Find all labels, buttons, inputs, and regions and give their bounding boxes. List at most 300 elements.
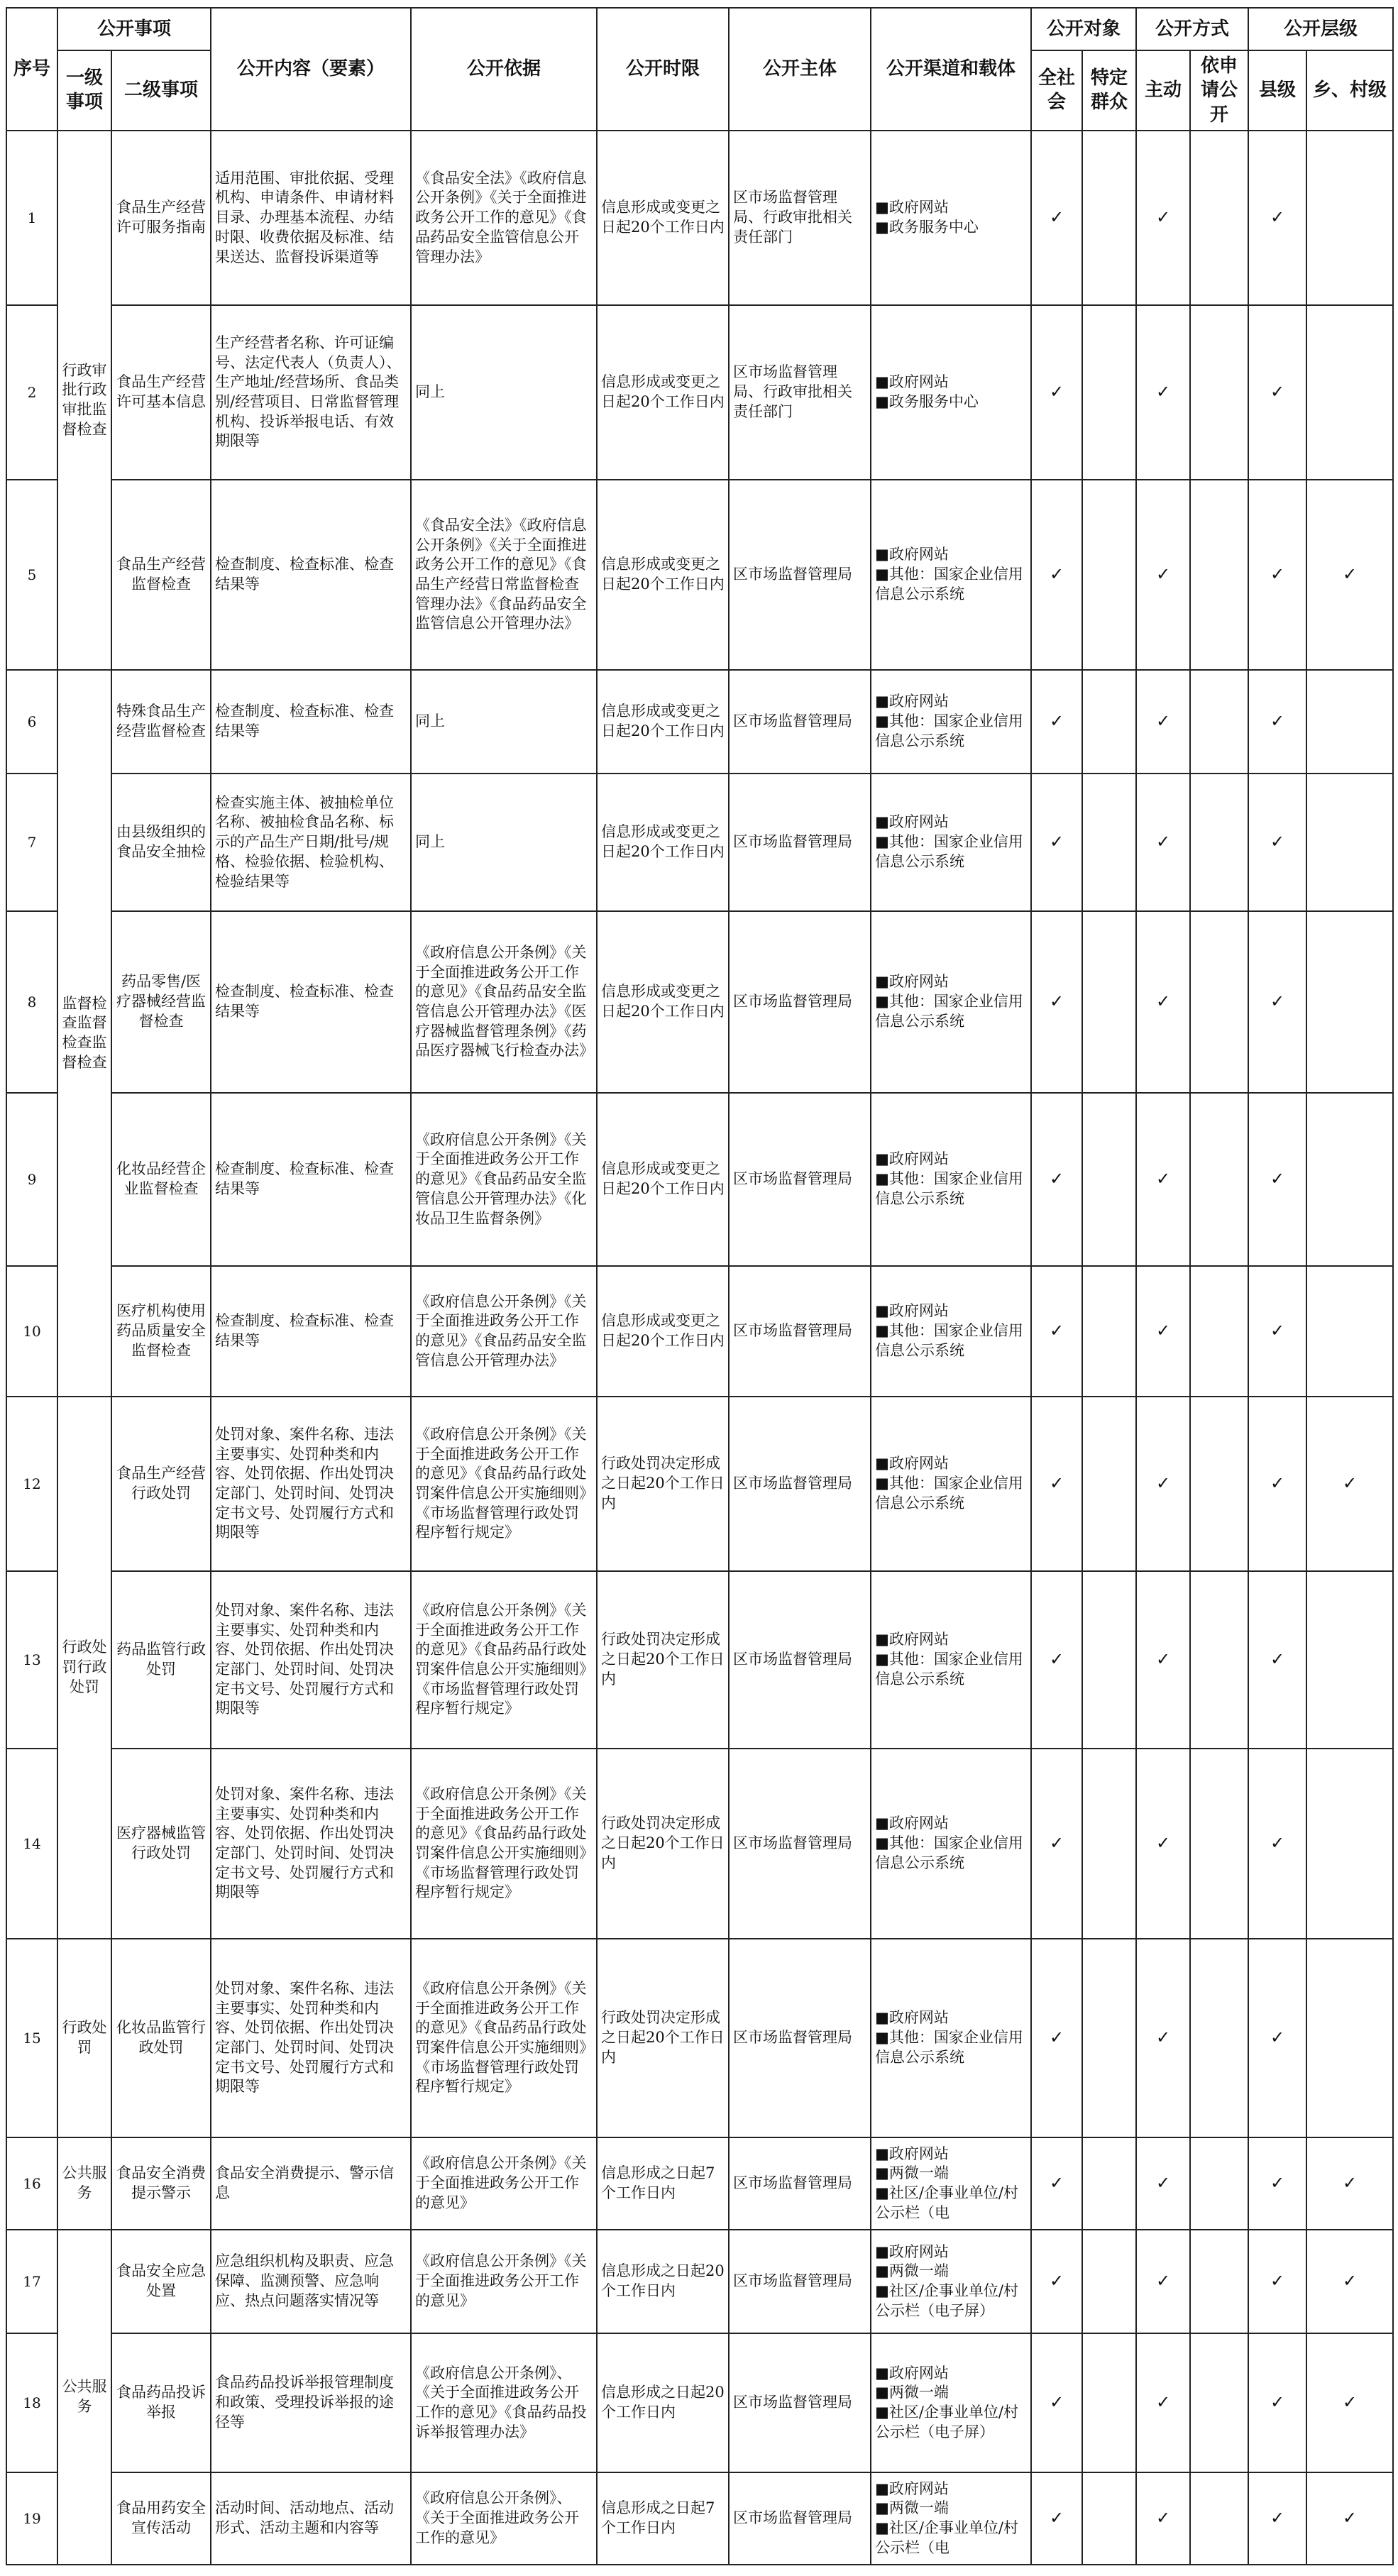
method-apply-cell [1190,480,1248,670]
check-mark-icon: ✓ [1155,1833,1171,1854]
time-limit: 信息形成或变更之日起20个工作日内 [597,480,729,670]
disclosure-basis: 《食品安全法》《政府信息公开条例》《关于全面推进政务公开工作的意见》《食品药品安全监管信息公开管理办法》 [411,131,597,305]
check-mark-icon: ✓ [1270,1833,1285,1854]
channel-list: ■政府网站 ■其他：国家企业信用信息公示系统 [875,1302,1023,1359]
tier-village-cell [1306,1749,1393,1939]
target-all-cell [1031,305,1082,480]
check-mark-icon: ✓ [1270,2271,1285,2291]
time-limit: 信息形成或变更之日起20个工作日内 [597,911,729,1093]
disclosure-basis: 《政府信息公开条例》、《关于全面推进政务公开工作的意见》《食品药品投诉举报管理办法》 [411,2333,597,2472]
level2-item: 食品生产经营行政处罚 [111,1397,211,1571]
target-group-cell [1082,131,1136,305]
method-apply-cell [1190,2230,1248,2333]
check-mark-icon: ✓ [1155,207,1171,228]
target-group-cell [1082,2137,1136,2230]
row-number: 8 [6,911,57,1093]
check-mark-icon: ✓ [1155,382,1171,402]
channel-list: ■政府网站 ■两微一端 ■社区/企事业单位/村公示栏（电子屏） [875,2242,1019,2319]
target-all-cell [1031,774,1082,911]
level2-item: 化妆品经营企业监督检查 [111,1093,211,1266]
disclosure-basis: 《政府信息公开条例》《关于全面推进政务公开工作的意见》《食品药品安全监管信息公开管理办法》《化妆品卫生监督条例》 [411,1093,597,1266]
target-all-cell [1031,1266,1082,1397]
channel-list: ■政府网站 ■政务服务中心 [875,199,979,236]
disclosure-channel [871,2230,1031,2333]
tier-village-cell [1306,774,1393,911]
header-matters: 公开事项 [57,8,211,50]
table-row [6,911,1393,1093]
tier-county-cell [1248,2333,1306,2472]
method-active-cell [1136,1939,1190,2137]
disclosure-subject: 区市场监督管理局、行政审批相关责任部门 [729,131,871,305]
row-number: 17 [6,2230,57,2333]
check-mark-icon: ✓ [1343,1473,1358,1494]
check-mark-icon: ✓ [1049,2027,1064,2048]
method-apply-cell [1190,670,1248,774]
disclosure-table [6,7,1394,2565]
header-tier-county: 县级 [1248,50,1306,131]
level1-item: 监督检查监督检查监督检查 [57,670,111,1397]
time-limit: 信息形成之日起7个工作日内 [597,2137,729,2230]
disclosure-basis: 同上 [411,670,597,774]
disclosure-subject: 区市场监督管理局、行政审批相关责任部门 [729,305,871,480]
check-mark-icon: ✓ [1270,2173,1285,2194]
check-mark-icon: ✓ [1343,2271,1358,2291]
disclosure-channel [871,1397,1031,1571]
header-channel: 公开渠道和载体 [871,8,1031,131]
check-mark-icon: ✓ [1343,564,1358,585]
method-apply-cell [1190,1749,1248,1939]
target-all-cell [1031,1571,1082,1749]
tier-county-cell [1248,1397,1306,1571]
disclosure-subject: 区市场监督管理局 [729,2472,871,2565]
method-active-cell [1136,1397,1190,1571]
check-mark-icon: ✓ [1270,1169,1285,1189]
row-number: 7 [6,774,57,911]
time-limit: 行政处罚决定形成之日起20个工作日内 [597,1749,729,1939]
method-active-cell [1136,2472,1190,2565]
disclosure-basis: 《政府信息公开条例》《关于全面推进政务公开工作的意见》《食品药品安全监管信息公开管理办法》《医疗器械监督管理条例》《药品医疗器械飞行检查办法》 [411,911,597,1093]
check-mark-icon: ✓ [1155,2392,1171,2413]
header-subject: 公开主体 [729,8,871,131]
time-limit: 信息形成或变更之日起20个工作日内 [597,1266,729,1397]
method-active-cell [1136,2333,1190,2472]
disclosure-basis: 《政府信息公开条例》《关于全面推进政务公开工作的意见》《食品药品安全监管信息公开管理办法》 [411,1266,597,1397]
channel-list: ■政府网站 ■两微一端 ■社区/企事业单位/村公示栏（电 [875,2479,1019,2556]
check-mark-icon: ✓ [1270,1321,1285,1341]
target-group-cell [1082,480,1136,670]
check-mark-icon: ✓ [1270,2392,1285,2413]
time-limit: 行政处罚决定形成之日起20个工作日内 [597,1397,729,1571]
tier-village-cell [1306,1397,1393,1571]
target-all-cell [1031,2333,1082,2472]
disclosure-subject: 区市场监督管理局 [729,1093,871,1266]
target-group-cell [1082,911,1136,1093]
check-mark-icon: ✓ [1155,2027,1171,2048]
disclosure-subject: 区市场监督管理局 [729,2230,871,2333]
content-elements: 适用范围、审批依据、受理机构、申请条件、申请材料目录、办理基本流程、办结时限、收费依据及标准、结果送达、监督投诉渠道等 [211,131,411,305]
disclosure-basis: 《食品安全法》《政府信息公开条例》《关于全面推进政务公开工作的意见》《食品生产经营日常监督检查管理办法》《食品药品安全监管信息公开管理办法》 [411,480,597,670]
row-number: 14 [6,1749,57,1939]
check-mark-icon: ✓ [1049,564,1064,585]
disclosure-channel [871,480,1031,670]
table-row [6,2230,1393,2333]
method-active-cell [1136,480,1190,670]
target-group-cell [1082,305,1136,480]
content-elements: 检查制度、检查标准、检查结果等 [211,670,411,774]
content-elements: 活动时间、活动地点、活动形式、活动主题和内容等 [211,2472,411,2565]
row-number: 19 [6,2472,57,2565]
tier-village-cell [1306,2472,1393,2565]
table-row [6,670,1393,774]
content-elements: 处罚对象、案件名称、违法主要事实、处罚种类和内容、处罚依据、作出处罚决定部门、处罚时间、处罚决定书文号、处罚履行方式和期限等 [211,1397,411,1571]
target-group-cell [1082,1939,1136,2137]
disclosure-subject: 区市场监督管理局 [729,1397,871,1571]
time-limit: 信息形成或变更之日起20个工作日内 [597,774,729,911]
level2-item: 由县级组织的食品安全抽检 [111,774,211,911]
channel-list: ■政府网站 ■其他：国家企业信用信息公示系统 [875,973,1023,1030]
content-elements: 检查制度、检查标准、检查结果等 [211,1266,411,1397]
tier-county-cell [1248,1749,1306,1939]
row-number: 13 [6,1571,57,1749]
tier-village-cell [1306,1939,1393,2137]
check-mark-icon: ✓ [1343,2508,1358,2528]
method-active-cell [1136,911,1190,1093]
disclosure-channel [871,774,1031,911]
target-all-cell [1031,480,1082,670]
check-mark-icon: ✓ [1270,564,1285,585]
time-limit: 行政处罚决定形成之日起20个工作日内 [597,1571,729,1749]
disclosure-subject: 区市场监督管理局 [729,2333,871,2472]
method-apply-cell [1190,1571,1248,1749]
row-number: 12 [6,1397,57,1571]
check-mark-icon: ✓ [1155,2173,1171,2194]
method-active-cell [1136,1749,1190,1939]
method-active-cell [1136,1571,1190,1749]
level2-item: 食品安全消费提示警示 [111,2137,211,2230]
disclosure-basis: 同上 [411,305,597,480]
check-mark-icon: ✓ [1155,1649,1171,1670]
content-elements: 检查制度、检查标准、检查结果等 [211,911,411,1093]
check-mark-icon: ✓ [1049,2173,1064,2194]
tier-village-cell [1306,480,1393,670]
content-elements: 处罚对象、案件名称、违法主要事实、处罚种类和内容、处罚依据、作出处罚决定部门、处罚时间、处罚决定书文号、处罚履行方式和期限等 [211,1571,411,1749]
method-apply-cell [1190,2472,1248,2565]
tier-county-cell [1248,911,1306,1093]
method-apply-cell [1190,911,1248,1093]
row-number: 6 [6,670,57,774]
target-all-cell [1031,131,1082,305]
check-mark-icon: ✓ [1270,1473,1285,1494]
disclosure-subject: 区市场监督管理局 [729,480,871,670]
check-mark-icon: ✓ [1049,207,1064,228]
disclosure-subject: 区市场监督管理局 [729,774,871,911]
target-all-cell [1031,1093,1082,1266]
check-mark-icon: ✓ [1155,1473,1171,1494]
disclosure-basis: 《政府信息公开条例》《关于全面推进政务公开工作的意见》 [411,2137,597,2230]
check-mark-icon: ✓ [1049,1833,1064,1854]
method-active-cell [1136,2137,1190,2230]
tier-county-cell [1248,131,1306,305]
content-elements: 食品药品投诉举报管理制度和政策、受理投诉举报的途径等 [211,2333,411,2472]
tier-village-cell [1306,911,1393,1093]
content-elements: 生产经营者名称、许可证编号、法定代表人（负责人）、生产地址/经营场所、食品类别/经营项目、日常监督管理机构、投诉举报电话、有效期限等 [211,305,411,480]
method-active-cell [1136,131,1190,305]
tier-village-cell [1306,1093,1393,1266]
check-mark-icon: ✓ [1049,832,1064,852]
method-apply-cell [1190,305,1248,480]
check-mark-icon: ✓ [1270,991,1285,1012]
check-mark-icon: ✓ [1270,1649,1285,1670]
time-limit: 信息形成之日起20个工作日内 [597,2230,729,2333]
table-row [6,1749,1393,1939]
header-method-apply: 依申请公开 [1190,50,1248,131]
level1-item: 公共服务 [57,2230,111,2565]
channel-list: ■政府网站 ■两微一端 ■社区/企事业单位/村公示栏（电 [875,2145,1019,2221]
check-mark-icon: ✓ [1049,2392,1064,2413]
table-row [6,2333,1393,2472]
check-mark-icon: ✓ [1155,711,1171,732]
row-number: 18 [6,2333,57,2472]
tier-county-cell [1248,2230,1306,2333]
disclosure-channel [871,1266,1031,1397]
target-all-cell [1031,911,1082,1093]
method-apply-cell [1190,2137,1248,2230]
disclosure-basis: 《政府信息公开条例》《关于全面推进政务公开工作的意见》 [411,2230,597,2333]
level2-item: 医疗机构使用药品质量安全监督检查 [111,1266,211,1397]
check-mark-icon: ✓ [1049,2271,1064,2291]
target-group-cell [1082,774,1136,911]
method-active-cell [1136,1093,1190,1266]
tier-village-cell [1306,1266,1393,1397]
tier-county-cell [1248,774,1306,911]
time-limit: 信息形成或变更之日起20个工作日内 [597,131,729,305]
row-number: 5 [6,480,57,670]
check-mark-icon: ✓ [1155,1169,1171,1189]
check-mark-icon: ✓ [1155,2271,1171,2291]
disclosure-subject: 区市场监督管理局 [729,670,871,774]
content-elements: 检查制度、检查标准、检查结果等 [211,1093,411,1266]
row-number: 16 [6,2137,57,2230]
tier-village-cell [1306,670,1393,774]
disclosure-basis: 《政府信息公开条例》《关于全面推进政务公开工作的意见》《食品药品行政处罚案件信息公开实施细则》《市场监督管理行政处罚程序暂行规定》 [411,1397,597,1571]
tier-county-cell [1248,1266,1306,1397]
channel-list: ■政府网站 ■其他：国家企业信用信息公示系统 [875,1815,1023,1871]
channel-list: ■政府网站 ■其他：国家企业信用信息公示系统 [875,1150,1023,1207]
time-limit: 信息形成或变更之日起20个工作日内 [597,305,729,480]
time-limit: 信息形成或变更之日起20个工作日内 [597,670,729,774]
channel-list: ■政府网站 ■其他：国家企业信用信息公示系统 [875,813,1023,870]
disclosure-channel [871,2137,1031,2230]
tier-county-cell [1248,670,1306,774]
check-mark-icon: ✓ [1049,991,1064,1012]
tier-county-cell [1248,2137,1306,2230]
content-elements: 处罚对象、案件名称、违法主要事实、处罚种类和内容、处罚依据、作出处罚决定部门、处罚时间、处罚决定书文号、处罚履行方式和期限等 [211,1939,411,2137]
row-number: 15 [6,1939,57,2137]
table-row [6,131,1393,305]
level1-item: 行政审批行政审批监督检查 [57,131,111,670]
header-time-limit: 公开时限 [597,8,729,131]
method-active-cell [1136,305,1190,480]
target-group-cell [1082,1749,1136,1939]
disclosure-channel [871,1093,1031,1266]
disclosure-subject: 区市场监督管理局 [729,1266,871,1397]
header-content: 公开内容（要素） [211,8,411,131]
time-limit: 信息形成之日起20个工作日内 [597,2333,729,2472]
level2-item: 医疗器械监管行政处罚 [111,1749,211,1939]
level2-item: 食品生产经营许可服务指南 [111,131,211,305]
check-mark-icon: ✓ [1270,207,1285,228]
check-mark-icon: ✓ [1049,1649,1064,1670]
target-all-cell [1031,2137,1082,2230]
disclosure-channel [871,2333,1031,2472]
level2-item: 药品监管行政处罚 [111,1571,211,1749]
tier-county-cell [1248,1093,1306,1266]
target-all-cell [1031,1397,1082,1571]
tier-county-cell [1248,1939,1306,2137]
channel-list: ■政府网站 ■政务服务中心 [875,373,979,410]
target-all-cell [1031,2472,1082,2565]
method-apply-cell [1190,1266,1248,1397]
target-group-cell [1082,1397,1136,1571]
channel-list: ■政府网站 ■其他：国家企业信用信息公示系统 [875,693,1023,749]
disclosure-basis: 《政府信息公开条例》《关于全面推进政务公开工作的意见》《食品药品行政处罚案件信息公开实施细则》《市场监督管理行政处罚程序暂行规定》 [411,1571,597,1749]
check-mark-icon: ✓ [1049,382,1064,402]
table-row [6,305,1393,480]
table-row [6,2137,1393,2230]
level2-item: 特殊食品生产经营监督检查 [111,670,211,774]
target-group-cell [1082,2230,1136,2333]
disclosure-subject: 区市场监督管理局 [729,1571,871,1749]
header-tier-village: 乡、村级 [1306,50,1393,131]
target-group-cell [1082,1093,1136,1266]
time-limit: 信息形成之日起7个工作日内 [597,2472,729,2565]
check-mark-icon: ✓ [1270,832,1285,852]
disclosure-channel [871,1571,1031,1749]
check-mark-icon: ✓ [1270,711,1285,732]
content-elements: 应急组织机构及职责、应急保障、监测预警、应急响应、热点问题落实情况等 [211,2230,411,2333]
disclosure-subject: 区市场监督管理局 [729,1749,871,1939]
method-apply-cell [1190,1397,1248,1571]
channel-list: ■政府网站 ■其他：国家企业信用信息公示系统 [875,2009,1023,2066]
level2-item: 化妆品监管行政处罚 [111,1939,211,2137]
method-active-cell [1136,670,1190,774]
target-all-cell [1031,2230,1082,2333]
header-level2: 二级事项 [111,50,211,131]
disclosure-channel [871,305,1031,480]
check-mark-icon: ✓ [1049,1321,1064,1341]
target-group-cell [1082,2472,1136,2565]
table-row [6,1397,1393,1571]
header-method-active: 主动 [1136,50,1190,131]
channel-list: ■政府网站 ■其他：国家企业信用信息公示系统 [875,1455,1023,1512]
tier-village-cell [1306,131,1393,305]
header-target-all: 全社会 [1031,50,1082,131]
level1-item: 公共服务 [57,2137,111,2230]
level2-item: 食品药品投诉举报 [111,2333,211,2472]
disclosure-basis: 《政府信息公开条例》《关于全面推进政务公开工作的意见》《食品药品行政处罚案件信息公开实施细则》《市场监督管理行政处罚程序暂行规定》 [411,1939,597,2137]
table-row [6,2472,1393,2565]
check-mark-icon: ✓ [1155,2508,1171,2528]
header-level1: 一级事项 [57,50,111,131]
disclosure-channel [871,670,1031,774]
check-mark-icon: ✓ [1049,711,1064,732]
disclosure-channel [871,1749,1031,1939]
check-mark-icon: ✓ [1049,1169,1064,1189]
channel-list: ■政府网站 ■其他：国家企业信用信息公示系统 [875,1631,1023,1688]
disclosure-basis: 同上 [411,774,597,911]
channel-list: ■政府网站 ■两微一端 ■社区/企事业单位/村公示栏（电子屏） [875,2364,1019,2440]
method-apply-cell [1190,131,1248,305]
table-row [6,1571,1393,1749]
tier-village-cell [1306,2230,1393,2333]
level2-item: 食品生产经营监督检查 [111,480,211,670]
tier-village-cell [1306,2137,1393,2230]
target-all-cell [1031,1939,1082,2137]
tier-village-cell [1306,2333,1393,2472]
method-active-cell [1136,1266,1190,1397]
disclosure-subject: 区市场监督管理局 [729,911,871,1093]
header-tier: 公开层级 [1248,8,1393,50]
check-mark-icon: ✓ [1155,1321,1171,1341]
level2-item: 食品用药安全宣传活动 [111,2472,211,2565]
level1-item: 行政处罚 [57,1939,111,2137]
header-target: 公开对象 [1031,8,1136,50]
check-mark-icon: ✓ [1155,991,1171,1012]
check-mark-icon: ✓ [1343,2392,1358,2413]
row-number: 9 [6,1093,57,1266]
check-mark-icon: ✓ [1049,2508,1064,2528]
check-mark-icon: ✓ [1049,1473,1064,1494]
tier-county-cell [1248,480,1306,670]
target-all-cell [1031,1749,1082,1939]
level1-item: 行政处罚行政处罚 [57,1397,111,1939]
target-group-cell [1082,1571,1136,1749]
content-elements: 检查实施主体、被抽检单位名称、被抽检食品名称、标示的产品生产日期/批号/规格、检验依据、检验机构、检验结果等 [211,774,411,911]
method-active-cell [1136,774,1190,911]
disclosure-basis: 《政府信息公开条例》、《关于全面推进政务公开工作的意见》 [411,2472,597,2565]
row-number: 1 [6,131,57,305]
header-basis: 公开依据 [411,8,597,131]
content-elements: 检查制度、检查标准、检查结果等 [211,480,411,670]
header-method: 公开方式 [1136,8,1248,50]
target-group-cell [1082,2333,1136,2472]
disclosure-subject: 区市场监督管理局 [729,2137,871,2230]
time-limit: 信息形成或变更之日起20个工作日内 [597,1093,729,1266]
level2-item: 食品安全应急处置 [111,2230,211,2333]
method-apply-cell [1190,774,1248,911]
tier-county-cell [1248,305,1306,480]
disclosure-channel [871,1939,1031,2137]
time-limit: 行政处罚决定形成之日起20个工作日内 [597,1939,729,2137]
channel-list: ■政府网站 ■其他：国家企业信用信息公示系统 [875,546,1023,602]
header-target-group: 特定群众 [1082,50,1136,131]
disclosure-basis: 《政府信息公开条例》《关于全面推进政务公开工作的意见》《食品药品行政处罚案件信息公开实施细则》《市场监督管理行政处罚程序暂行规定》 [411,1749,597,1939]
check-mark-icon: ✓ [1155,564,1171,585]
disclosure-channel [871,2472,1031,2565]
method-active-cell [1136,2230,1190,2333]
header-seq: 序号 [6,8,57,131]
check-mark-icon: ✓ [1270,2027,1285,2048]
method-apply-cell [1190,1939,1248,2137]
target-group-cell [1082,670,1136,774]
target-all-cell [1031,670,1082,774]
tier-county-cell [1248,1571,1306,1749]
level2-item: 食品生产经营许可基本信息 [111,305,211,480]
row-number: 10 [6,1266,57,1397]
table-row [6,480,1393,670]
disclosure-channel [871,911,1031,1093]
disclosure-subject: 区市场监督管理局 [729,1939,871,2137]
